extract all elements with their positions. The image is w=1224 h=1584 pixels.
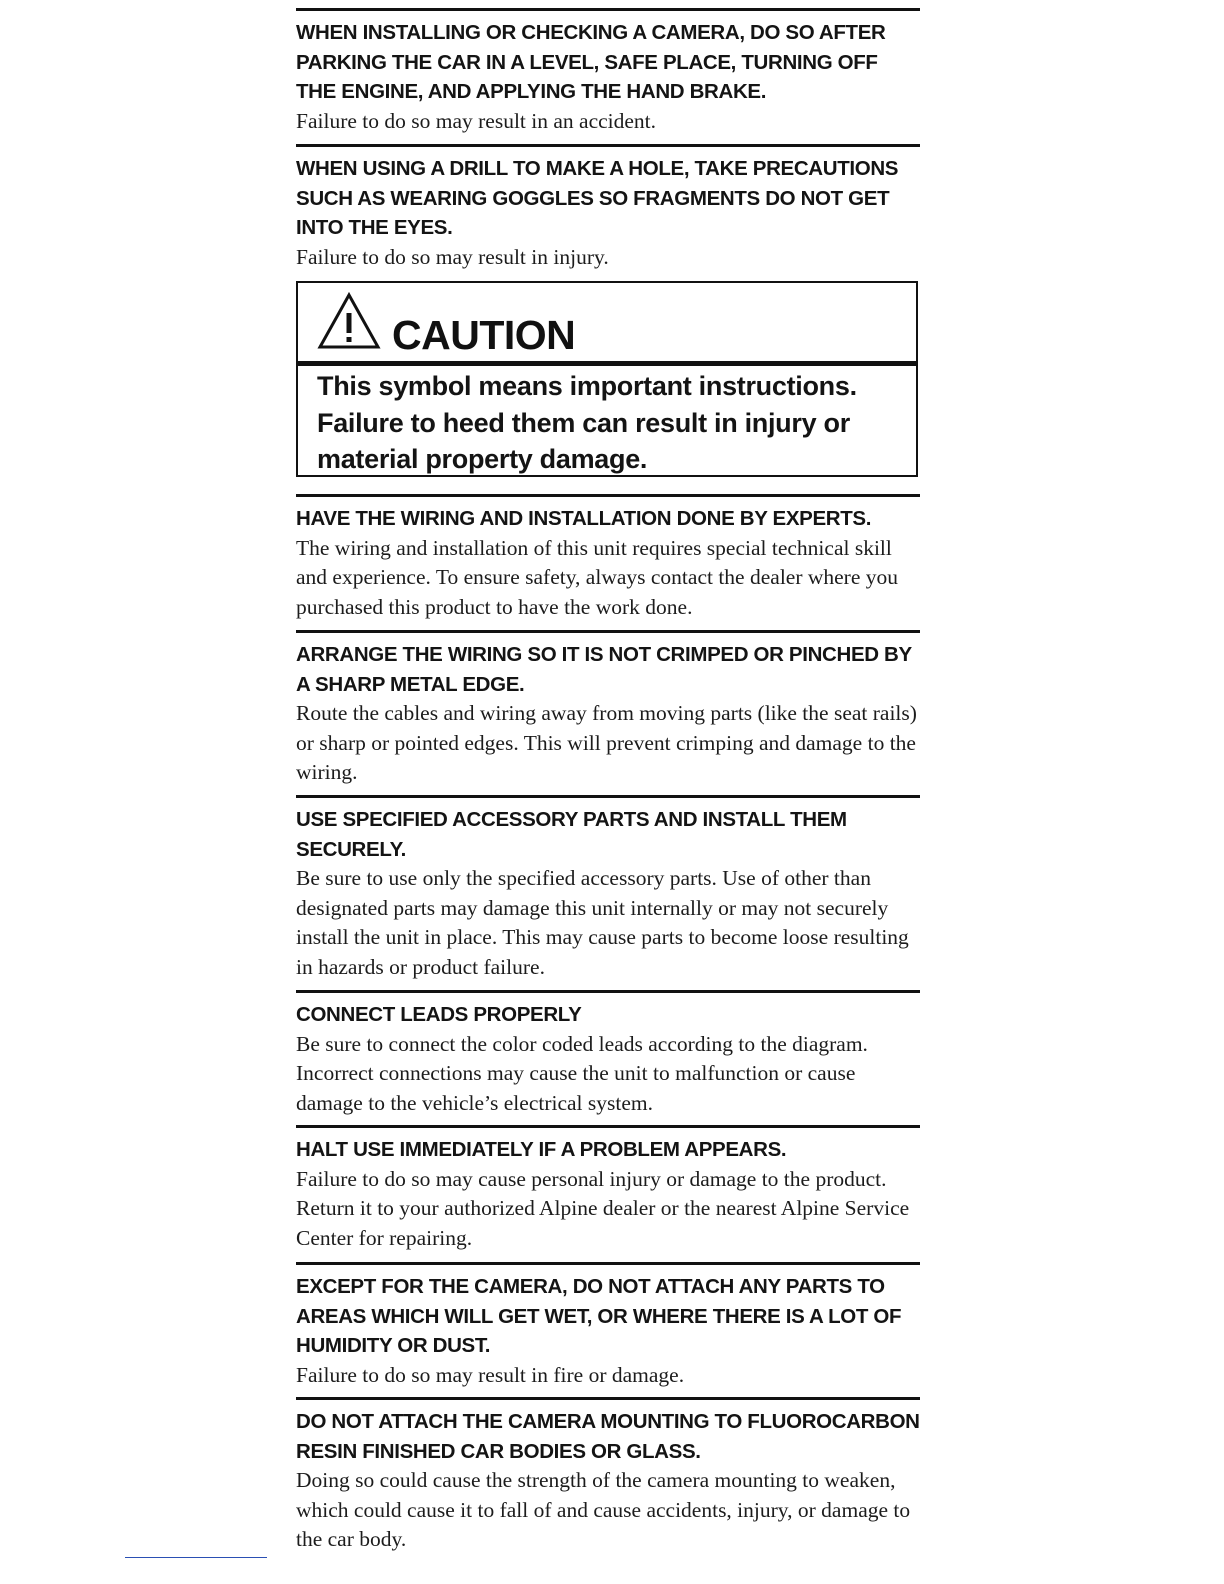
section-body: Be sure to connect the color coded leads according to the diagram. Incorrect connections may cause the unit to malfunction or cause damage to the vehicle’s electrical system. — [296, 1031, 868, 1115]
section-heading: USE SPECIFIED ACCESSORY PARTS AND INSTALL THEM SECURELY. — [296, 808, 847, 861]
section-body: Be sure to use only the specified accessory parts. Use of other than designated parts may damage this unit internally or may not securely install the unit in place. This may cause parts to become loose resulting in hazards or product failure. — [296, 866, 909, 979]
section-body: The wiring and installation of this unit requires special technical skill and experience. To ensure safety, always contact the dealer where you purchased this product to have the work done. — [296, 535, 899, 619]
warning-triangle-icon — [316, 291, 382, 351]
section-body: Failure to do so may cause personal injury or damage to the product. Return it to your authorized Alpine dealer or the nearest Alpine Service Center for repairing. — [296, 1166, 910, 1250]
section-heading: WHEN USING A DRILL TO MAKE A HOLE, TAKE PRECAUTIONS SUCH AS WEARING GOGGLES SO FRAGMENTS DO NOT GET INTO THE EYES. — [296, 157, 899, 239]
caution-section-experts — [296, 494, 920, 622]
caution-text: This symbol means important instructions. Failure to heed them can result in injury or material property damage. — [317, 371, 857, 474]
section-heading: HAVE THE WIRING AND INSTALLATION DONE BY EXPERTS. — [296, 507, 872, 530]
caution-section-connect-leads — [296, 990, 920, 1118]
caution-section-halt-use — [296, 1125, 920, 1253]
section-heading: CONNECT LEADS PROPERLY — [296, 1003, 582, 1026]
section-heading: ARRANGE THE WIRING SO IT IS NOT CRIMPED OR PINCHED BY A SHARP METAL EDGE. — [296, 643, 912, 696]
page-edge-mark — [125, 1557, 267, 1558]
warning-section-drill — [296, 144, 920, 272]
section-body: Route the cables and wiring away from moving parts (like the seat rails) or sharp or pointed edges. This will prevent crimping and damage to the wiring. — [296, 701, 917, 784]
section-body: Doing so could cause the strength of the camera mounting to weaken, which could cause it to fall of and cause accidents, injury, or damage to the car body. — [296, 1468, 911, 1551]
caution-header — [298, 283, 916, 366]
caution-title: CAUTION — [392, 312, 576, 358]
section-heading: EXCEPT FOR THE CAMERA, DO NOT ATTACH ANY PARTS TO AREAS WHICH WILL GET WET, OR WHERE THERE IS A LOT OF HUMIDITY OR DUST. — [296, 1275, 902, 1357]
section-heading: WHEN INSTALLING OR CHECKING A CAMERA, DO SO AFTER PARKING THE CAR IN A LEVEL, SAFE PLACE, TURNING OFF THE ENGINE, AND APPLYING THE HAND BRAKE. — [296, 21, 886, 103]
section-heading: DO NOT ATTACH THE CAMERA MOUNTING TO FLUOROCARBON RESIN FINISHED CAR BODIES OR GLASS. — [296, 1410, 920, 1463]
section-body: Failure to do so may result in fire or damage. — [296, 1362, 685, 1387]
caution-section-wet-areas — [296, 1262, 920, 1390]
caution-section-accessory-parts — [296, 795, 920, 982]
caution-section-wiring — [296, 630, 920, 788]
section-body: Failure to do so may result in an accident. — [296, 108, 657, 133]
caution-box — [296, 281, 918, 477]
warning-section-camera-install — [296, 8, 920, 136]
section-heading: HALT USE IMMEDIATELY IF A PROBLEM APPEARS. — [296, 1138, 787, 1161]
caution-section-fluorocarbon — [296, 1397, 920, 1555]
section-body: Failure to do so may result in injury. — [296, 244, 609, 269]
